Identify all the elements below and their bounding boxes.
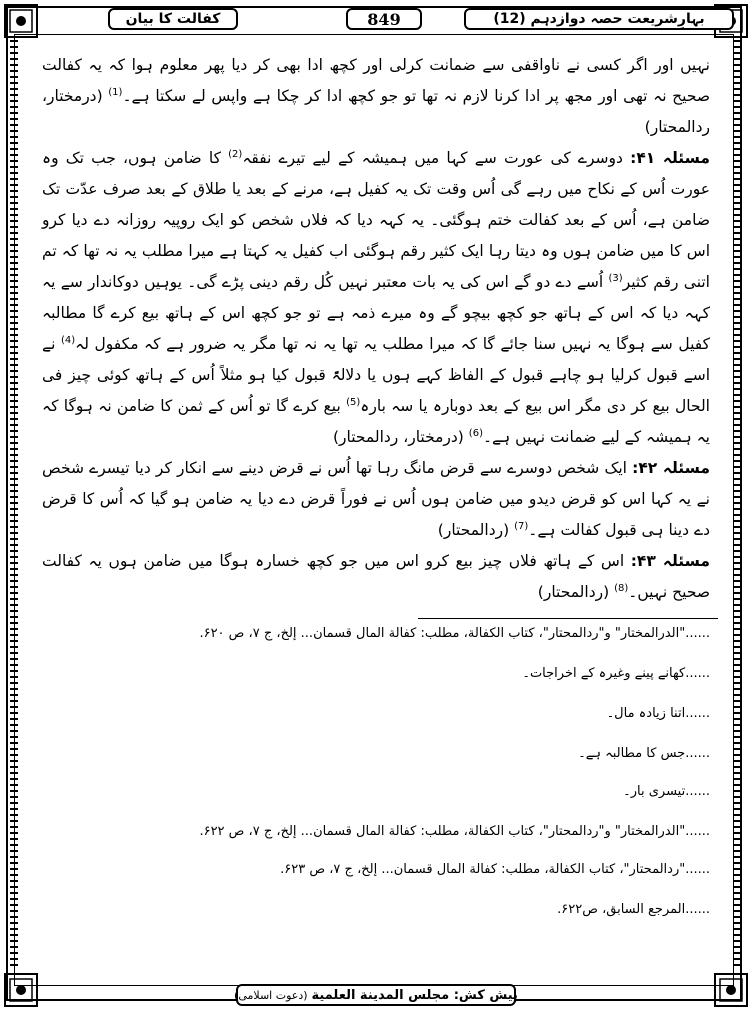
footnote-ref[interactable]: (3) [608,272,623,284]
footnote-ref[interactable]: (2) [228,148,243,160]
footnote-3: ......اتنا زیادہ مال۔ [606,706,710,721]
footnote-6: ......"الدرالمختار" و"ردالمحتار"، كتاب الكفالة، مطلب: كفالة المال قسمان... إلخ، ج ۷، ص ۶۲۲. [199,824,710,839]
footnote-5: ......تیسری بار۔ [623,784,710,799]
paragraph: نہیں اور اگر کسی نے ناواقفی سے ضمانت کرلی اور کچھ ادا بھی کر دیا پھر معلوم ہوا کہ یہ کفالت صحیح نہ تھی اور مجھ پر ادا کرنا لازم نہ تھا تو جو کچھ ادا کر چکا ہے واپس لے سکتا ہے۔$^{(1)}$ (درمختار، ردالمحتار) [42,56,710,136]
left-border-ornament [10,40,18,970]
masala-41: مسئلہ ۴۱: دوسرے کی عورت سے کہا میں ہمیشہ کے لیے تیرے نفقہ$^{(2)}$ کا ضامن ہوں، جب تک وہ عورت اُس کے نکاح میں رہے گی اُس وقت تک یہ کفیل ہے، مرنے کے بعد یا طلاق کے بعد صرف عدّت تک ضامن ہے، اُس کے بعد کفالت ختم ہوگئی۔ یہ کہہ دیا کہ فلاں شخص کو ایک روپیہ روزانہ دے دیا کرو اس کا میں ضامن ہوں وہ دیتا رہا ایک کثیر رقم ہوگئی اب کفیل یہ کہتا ہے میرا مطلب یہ نہ تھا کہ تم اتنی رقم کثیر$^{(3)}$ اُسے دے دو گے اس کی یہ بات معتبر نہیں کُل رقم دینی پڑے گی۔ یوہیں دوکاندار سے یہ کہہ دیا کہ اس کے ہاتھ جو کچھ بیچو گے وہ میرے ذمہ ہے تو جو کچھ اس کے ہاتھ بیع کرے گا مطالبہ کفیل سے ہوگا یہ نہیں سنا جائے گا کہ میرا مطلب یہ تھا یہ نہ تھا مگر یہ ضرور ہے کہ مکفول لہ$^{(4)}$ نے اسے قبول کرلیا ہو چاہے قبول کے الفاظ کہے ہوں یا دلالۃً قبول کیا ہو مثلاً اُس کے ہاتھ کوئی چیز فی الحال بیع کر دی مگر اس بیع کے بعد دوبارہ یا سہ بارہ$^{(5)}$ بیع کرے گا تو اُس کے ثمن کا ضامن نہ ہوگا کہ یہ ہمیشہ کے لیے ضمانت نہیں ہے۔$^{(6)}$ (درمختار، ردالمحتار) [42,148,710,446]
masala-42: مسئلہ ۴۲: ایک شخص دوسرے سے قرض مانگ رہا تھا اُس نے قرض دینے سے انکار کر دیا تیسرے شخص نے یہ کہا اس کو قرض دیدو میں ضامن ہوں اُس نے فوراً قرض دے دیا یہ ضامن ہو گیا کہ اُس کا قرض دے دینا ہی قبول کفالت ہے۔$^{(7)}$ (ردالمحتار) [42,459,710,539]
masala-label: مسئلہ ۴۲: [632,459,710,477]
footnote-ref[interactable]: (4) [60,334,76,346]
main-text [42,50,710,608]
footnote-2: ......کھانے پینے وغیرہ کے اخراجات۔ [522,666,710,681]
org-text: (دعوت اسلامی) [234,988,308,1002]
presenter-text: پیش کش: مجلس المدينة العلمية [311,987,518,1003]
masala-label: مسئلہ ۴۱: [630,149,710,167]
footnote-ref[interactable]: (7) [514,520,529,532]
right-border-ornament [734,40,742,970]
footnote-separator [418,618,718,619]
masala-label: مسئلہ ۴۳: [630,552,710,570]
page-footer [236,984,516,1006]
footnote-ref[interactable]: (6) [468,427,483,439]
book-title: بہارِشریعت حصہ دوازدہم (12) [464,8,734,30]
corner-ornament-icon [4,973,38,1007]
page-header [16,6,736,32]
page-number: 849 [346,8,422,30]
footnote-4: ......جس کا مطالبہ ہے۔ [578,746,710,761]
footnote-ref[interactable]: (1) [108,86,123,98]
chapter-title: کفالت کا بیان [108,8,238,30]
footnote-8: ......المرجع السابق، ص۶۲۲. [557,902,710,917]
footnote-ref[interactable]: (5) [346,396,361,408]
footnote-1: ......"الدرالمختار" و"ردالمحتار"، كتاب الكفالة، مطلب: كفالة المال قسمان... إلخ، ج ۷، ص ۶۲۰. [199,626,710,641]
footnote-7: ......"ردالمحتار"، كتاب الكفالة، مطلب: كفالة المال قسمان... إلخ، ج ۷، ص ۶۲۳. [280,862,710,877]
footnote-ref[interactable]: (8) [614,582,629,594]
corner-ornament-icon [714,973,748,1007]
masala-43: مسئلہ ۴۳: اس کے ہاتھ فلاں چیز بیع کرو اس میں جو کچھ خسارہ ہوگا میں ضامن ہوں یہ کفالت صحیح نہیں۔$^{(8)}$ (ردالمحتار) [42,552,710,601]
